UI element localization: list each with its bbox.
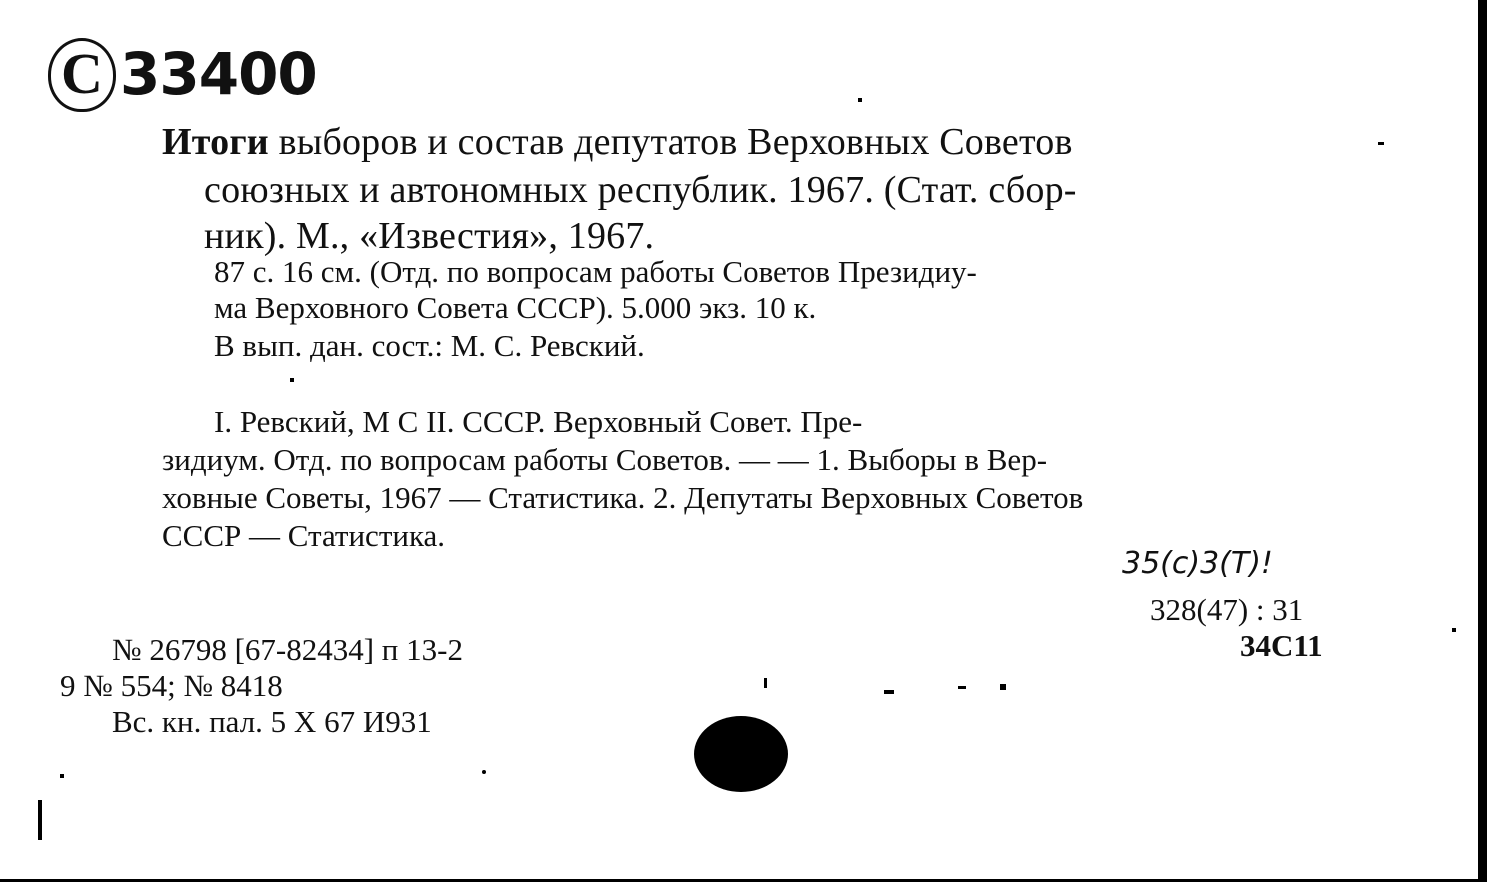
speck [60, 774, 64, 778]
speck [1452, 628, 1456, 632]
speck [482, 770, 486, 774]
title-line-2: союзных и автономных республик. 1967. (Стат. сбор- [204, 169, 1077, 211]
handwritten-class: 35(с)3(Т)! [1122, 546, 1273, 581]
title-rest: выборов и состав депутатов Верховных Советов [278, 121, 1073, 163]
stamp-letter: С [48, 38, 116, 112]
author-mark: 34С11 [1240, 628, 1323, 663]
tracing-line-1: I. Ревский, М С II. СССР. Верховный Совет. Пре- [214, 404, 863, 439]
title-line-3: ник). М., «Известия», 1967. [204, 215, 655, 257]
speck [1000, 684, 1006, 690]
class-code: 328(47) : 31 [1150, 592, 1304, 627]
title-line-1 [162, 120, 1073, 164]
speck [884, 690, 894, 694]
speck [958, 686, 966, 689]
punch-hole [694, 716, 788, 792]
compiler-line: В вып. дан. сост.: М. С. Ревский. [214, 328, 645, 363]
title-bold: Итоги [162, 121, 269, 163]
speck [858, 98, 862, 102]
tracing-line-2: зидиум. Отд. по вопросам работы Советов. — — 1. Выборы в Вер- [162, 442, 1048, 477]
physical-line-2: ма Верховного Совета СССР). 5.000 экз. 10 к. [214, 290, 817, 325]
speck [764, 678, 767, 688]
record-line-1: № 26798 [67-82434] п 13-2 [112, 632, 463, 667]
tracing-line-4: СССР — Статистика. [162, 518, 446, 553]
ink-mark [38, 800, 42, 840]
tracing-line-3: ховные Советы, 1967 — Статистика. 2. Депутаты Верховных Советов [162, 480, 1084, 515]
speck [1378, 142, 1384, 145]
record-line-3: Вс. кн. пал. 5 X 67 И931 [112, 704, 432, 739]
speck [290, 378, 294, 382]
handwritten-number: 33400 [120, 40, 317, 108]
physical-line-1: 87 с. 16 см. (Отд. по вопросам работы Советов Президиу- [214, 254, 977, 289]
record-line-2: 9 № 554; № 8418 [60, 668, 283, 703]
